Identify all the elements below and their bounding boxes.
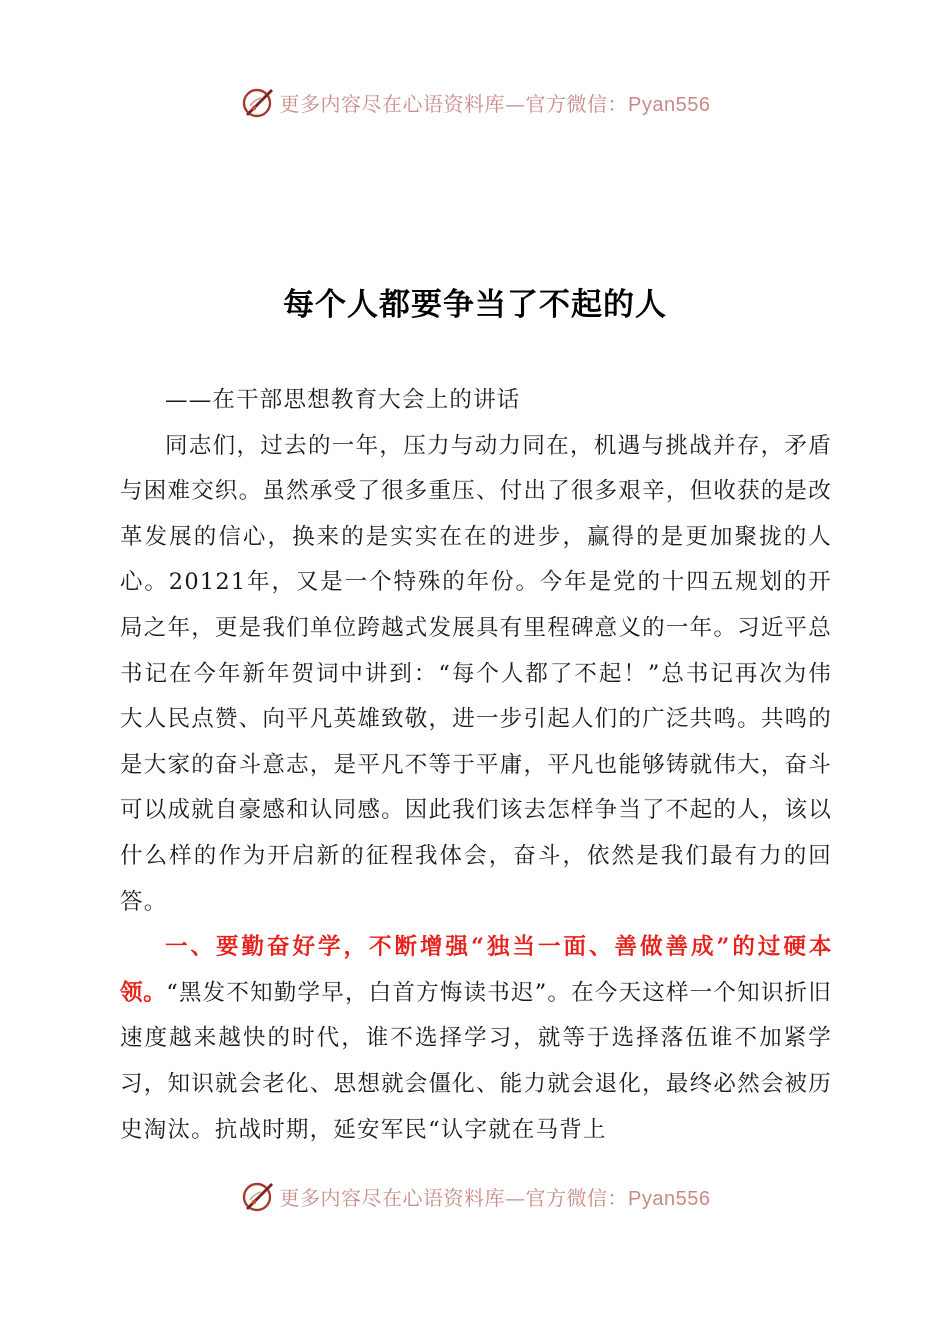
header-banner-code: Pyan556 bbox=[628, 93, 711, 116]
header-banner-text bbox=[280, 88, 711, 117]
subtitle: ——在干部思想教育大会上的讲话 bbox=[165, 387, 521, 413]
header-banner bbox=[0, 82, 950, 122]
section-1-heading: 一、要勤奋好学，不断增强“独当一面、善做善成”的过硬本领。 bbox=[120, 934, 832, 1006]
footer-banner-label: 更多内容尽在心语资料库—官方微信： bbox=[279, 1185, 629, 1210]
paragraph-1: 同志们，过去的一年，压力与动力同在，机遇与挑战并存，矛盾与困难交织。虽然承受了很多重压、付出了很多艰辛，但收获的是改革发展的信心，换来的是实实在在的进步，赢得的是更加聚拢的人心。20121年，又是一个特殊的年份。今年是党的十四五规划的开局之年，更是我们单位跨越式发展具有里程碑意义的一年。习近平总书记在今年新年贺词中讲到：“每个人都了不起！”总书记再次为伟大人民点赞、向平凡英雄致敬，进一步引起人们的广泛共鸣。共鸣的是大家的奋斗意志，是平凡不等于平庸，平凡也能够铸就伟大，奋斗可以成就自豪感和认同感。因此我们该去怎样争当了不起的人，该以什么样的作为开启新的征程我体会，奋斗，依然是我们最有力的回答。 bbox=[120, 432, 832, 915]
header-banner-label: 更多内容尽在心语资料库—官方微信： bbox=[279, 91, 629, 116]
document-body bbox=[120, 378, 832, 1153]
pen-logo-icon bbox=[240, 1178, 276, 1214]
section-1-text: “黑发不知勤学早，白首方悔读书迟”。在今天这样一个知识折旧速度越来越快的时代，谁不选择学习，就等于选择落伍谁不加紧学习，知识就会老化、思想就会僵化、能力就会退化，最终必然会被历史淘汰。抗战时期，延安军民“认字就在马背上 bbox=[120, 979, 832, 1143]
section-1-paragraph bbox=[120, 925, 832, 1153]
footer-banner bbox=[0, 1176, 950, 1216]
footer-banner-text bbox=[280, 1182, 711, 1211]
pen-logo-icon bbox=[240, 84, 276, 120]
page-title: 每个人都要争当了不起的人 bbox=[283, 287, 667, 323]
footer-banner-code: Pyan556 bbox=[628, 1187, 711, 1210]
